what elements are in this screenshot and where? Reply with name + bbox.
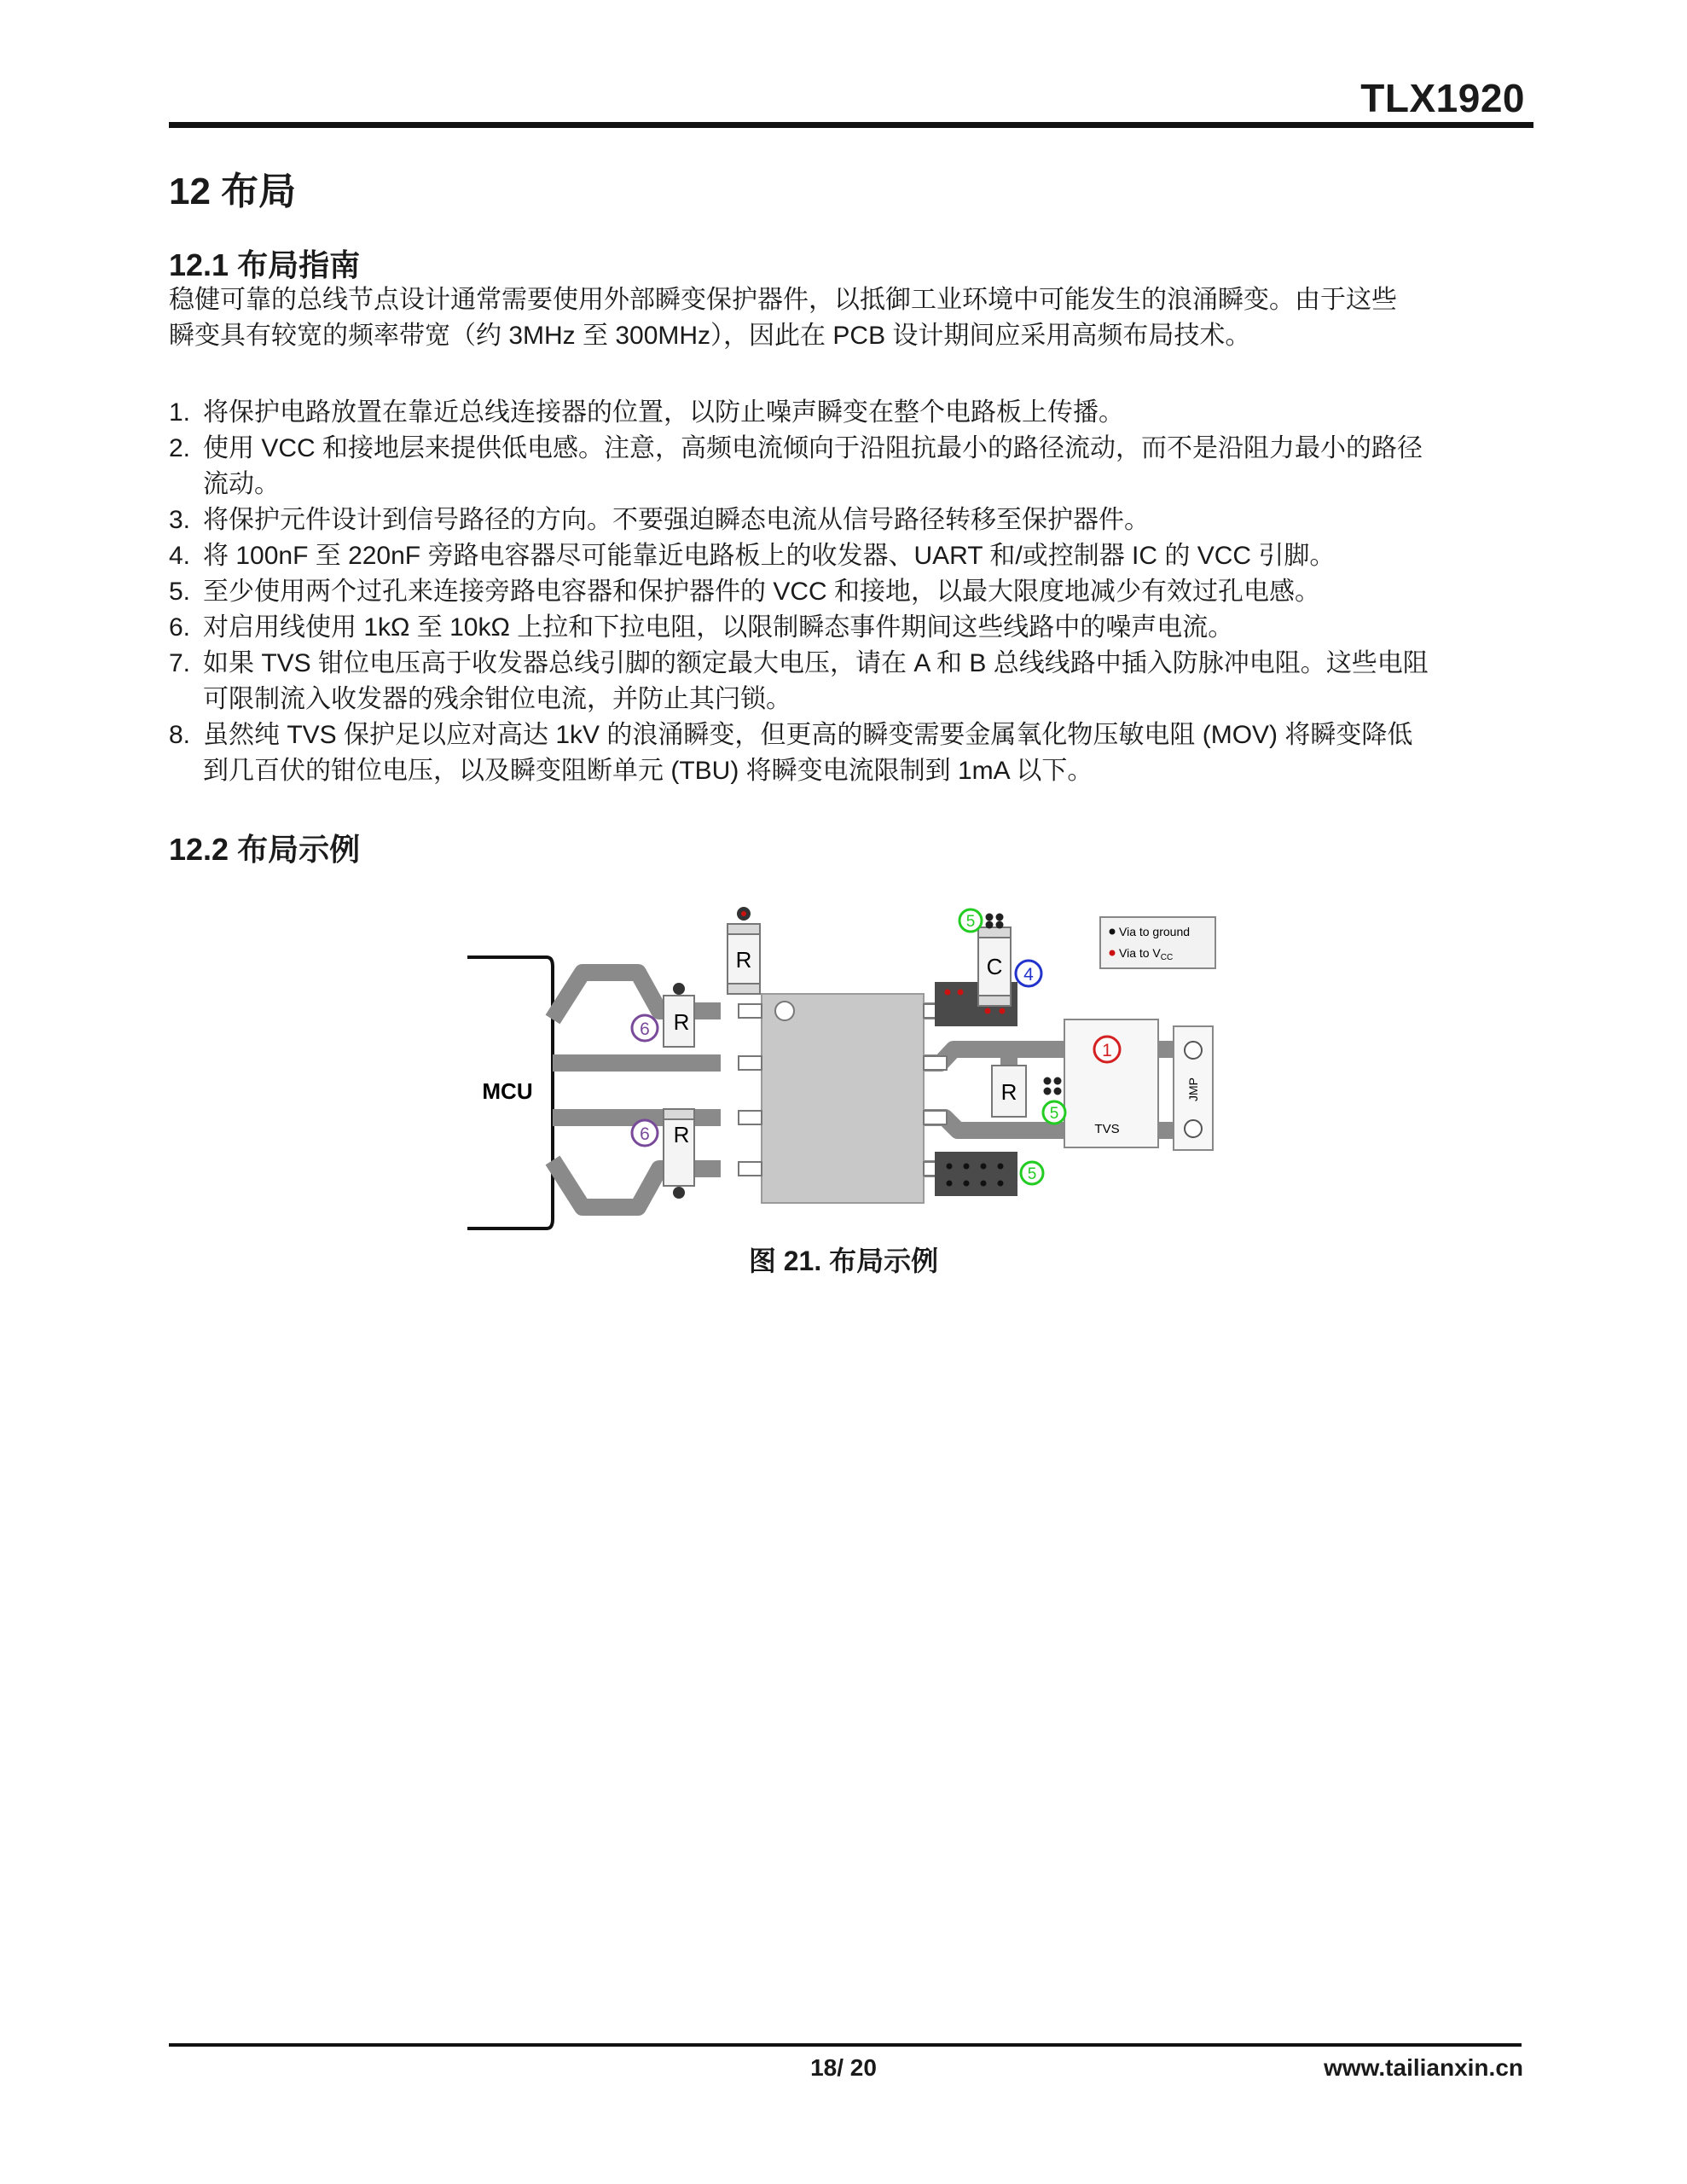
resistor-label-pulldown: R <box>673 1122 690 1147</box>
legend-vcc-sub: CC <box>1160 953 1174 962</box>
marker-5-label: 5 <box>1049 1105 1059 1123</box>
page-number: 18/ 20 <box>810 2054 877 2081</box>
subsection-title-guidelines: 12.1 布局指南 <box>169 247 361 282</box>
list-text: 使用 VCC 和接地层来提供低电感。注意，高频电流倾向于沿阻抗最小的路径流动，而不是沿阻力最小的路径 <box>203 434 1423 462</box>
resistor-pulldown <box>664 1109 694 1186</box>
list-item <box>169 502 1516 538</box>
mcu-label: MCU <box>482 1078 533 1104</box>
page-header-title: TLX1920 <box>1360 76 1525 120</box>
list-number: 2. <box>169 434 191 462</box>
marker-6-label: 6 <box>640 1124 650 1144</box>
tvs-label: TVS <box>1094 1122 1120 1136</box>
list-number: 8. <box>169 721 191 749</box>
pin1-indicator <box>775 1002 794 1020</box>
list-number: 4. <box>169 542 191 570</box>
list-item <box>169 538 1516 574</box>
header-rule <box>169 122 1533 128</box>
guideline-list <box>169 395 1516 789</box>
vcc-via-icon <box>1110 950 1116 956</box>
marker-1-label: 1 <box>1102 1041 1112 1060</box>
list-text: 虽然纯 TVS 保护足以应对高达 1kV 的浪涌瞬变，但更高的瞬变需要金属氧化物压敏电阻 (MOV) 将瞬变降低 <box>203 721 1413 749</box>
list-item <box>169 395 1516 431</box>
subsection-title-example: 12.2 布局示例 <box>169 832 361 867</box>
via-icon <box>673 1187 685 1199</box>
connector-pin <box>1185 1120 1202 1137</box>
list-text: 如果 TVS 钳位电压高于收发器总线引脚的额定最大电压，请在 A 和 B 总线线路中插入防脉冲电阻。这些电阻 <box>203 649 1429 677</box>
via-icon <box>673 983 685 995</box>
jmp-label: JMP <box>1186 1077 1200 1101</box>
ground-vias <box>986 914 1004 929</box>
list-text: 流动。 <box>203 470 280 498</box>
resistor-label-pullup: R <box>673 1009 690 1035</box>
list-item <box>169 610 1516 646</box>
list-item <box>169 574 1516 610</box>
list-text: 可限制流入收发器的残余钳位电流，并防止其闩锁。 <box>203 685 791 713</box>
list-item <box>169 431 1516 502</box>
bus-traces <box>553 973 721 1207</box>
list-text: 到几百伏的钳位电压，以及瞬变阻断单元 (TBU) 将瞬变电流限制到 1mA 以下。 <box>203 757 1093 785</box>
list-text: 将保护元件设计到信号路径的方向。不要强迫瞬态电流从信号路径转移至保护器件。 <box>203 506 1150 534</box>
ground-pad-area <box>935 1152 1017 1196</box>
list-text: 至少使用两个过孔来连接旁路电容器和保护器件的 VCC 和接地，以最大限度地减少有效过孔电感。 <box>203 578 1321 606</box>
intro-line-2: 瞬变具有较宽的频率带宽（约 3MHz 至 300MHz），因此在 PCB 设计期间应采用高频布局技术。 <box>169 322 1251 350</box>
list-text: 将 100nF 至 220nF 旁路电容器尽可能靠近电路板上的收发器、UART 和/或控制器 IC 的 VCC 引脚。 <box>203 542 1336 570</box>
list-number: 3. <box>169 506 191 534</box>
footer-rule <box>169 2043 1522 2047</box>
layout-diagram <box>467 900 1220 1237</box>
connector-pin <box>1185 1042 1202 1059</box>
list-number: 1. <box>169 398 191 427</box>
list-item <box>169 646 1516 717</box>
intro-line-1: 稳健可靠的总线节点设计通常需要使用外部瞬变保护器件，以抵御工业环境中可能发生的浪涌瞬变。由于这些 <box>169 286 1397 314</box>
list-number: 6. <box>169 613 191 642</box>
resistor-label-series: R <box>1000 1079 1017 1105</box>
marker-4-label: 4 <box>1023 965 1034 985</box>
list-text: 将保护电路放置在靠近总线连接器的位置，以防止噪声瞬变在整个电路板上传播。 <box>203 398 1124 427</box>
legend-vcc-prefix: Via to V <box>1119 946 1161 960</box>
marker-5-label: 5 <box>1027 1165 1037 1183</box>
figure-caption: 图 21. 布局示例 <box>748 1246 939 1276</box>
intro-paragraph <box>169 282 1516 354</box>
footer-site-link[interactable]: www.tailianxin.cn <box>1324 2054 1523 2081</box>
list-item <box>169 717 1516 789</box>
list-text: 对启用线使用 1kΩ 至 10kΩ 上拉和下拉电阻，以限制瞬态事件期间这些线路中的噪声电流。 <box>203 613 1234 642</box>
section-title: 12 布局 <box>169 171 297 212</box>
capacitor-label: C <box>986 954 1003 979</box>
list-number: 5. <box>169 578 191 606</box>
marker-5-label: 5 <box>965 913 976 931</box>
list-number: 7. <box>169 649 191 677</box>
tvs-ground-vias <box>1044 1077 1062 1095</box>
resistor-label-top: R <box>735 947 752 973</box>
legend-ground: Via to ground <box>1119 925 1191 938</box>
transceiver-ic <box>762 994 924 1203</box>
marker-6-label: 6 <box>640 1019 650 1039</box>
ground-via-icon <box>1110 929 1116 935</box>
